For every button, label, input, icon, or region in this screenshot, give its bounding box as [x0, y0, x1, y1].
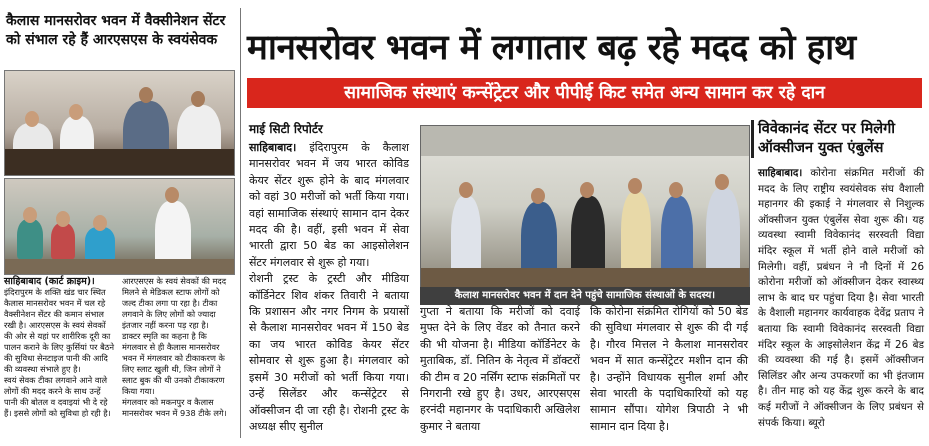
main-col1	[249, 140, 409, 435]
main-col1-text: इंदिरापुरम के कैलाश मानसरोवर भवन में जय भारत कोविड केयर सेंटर शुरू होने के बाद मंगलवार को वहां 30 मरीजों को भर्ती किया गया। वहां सामाजिक संस्थाएं सामान दान देकर मदद की है। वहीं, इसी भवन में सेवा भारती द्वारा 50 बेड का आइसोलेशन सेंटर मंगलवार से शुरू हो गया। रोशनी ट्रस्ट के ट्रस्टी और मीडिया कॉर्डिनेटर शिव शंकर तिवारी ने बताया कि प्रशासन और नगर निगम के प्रयासों से कैलाश मानसरोवर भवन में 150 बेड का जय भारत कोविड केयर सेंटर सोमवार से शुरू हुआ है। मंगलवार को इसमें 30 मरीजों को भर्ती किया गया। उन्हें सिलेंडर और कन्सेंट्रेटर से ऑक्सीजन दी जा रही है। रोशनी ट्रस्ट के अध्यक्ष सीए सुनील	[249, 141, 409, 433]
column-divider	[240, 8, 241, 438]
left-story	[0, 0, 238, 446]
left-col2-text: आरएसएस के स्वयं सेवकों की मदद मिलने से मेडिकल स्टाफ लोगों को जल्द टीका लगा पा रहा है। टीका लगवाने के लिए लोगों को ज्यादा इंतजार नहीं करना पड़ रहा है। डाक्टर स्मृति का कहना है कि मंगलवार से ही कैलास मानसरोवर भवन में मंगलवार को टीकाकरण के लिए स्लाट खुली थी, जिन लोगों ने स्लाट बुक की थी उनको टीकाकरण किया गया। मंगलवार को मकनपुर व कैलास मानसरोवर भवन में 938 टीके लगे।	[122, 276, 227, 418]
main-col3	[590, 304, 748, 435]
right-story-body	[758, 166, 924, 431]
photo-caption: कैलाश मानसरोवर भवन में दान देने पहुंचे सामाजिक संस्थाओं के सदस्य।	[420, 287, 750, 305]
main-headline: मानसरोवर भवन में लगातार बढ़ रहे मदद को हाथ	[247, 28, 856, 68]
right-headline: विवेकानंद सेंटर पर मिलेगी ऑक्सीजन युक्त एंबुलेंस	[758, 121, 896, 156]
main-col2	[420, 304, 580, 435]
right-story-text: कोरोना संक्रमित मरीजों की मदद के लिए राष्ट्रीय स्वयंसेवक संघ वैशाली महानगर की इकाई ने मंगलवार से निशुल्क ऑक्सीजन युक्त एंबुलेंस सेवा शुरू की। यह व्यवस्था स्वामी विवेकानंद सरस्वती विद्या मंदिर स्कूल में भर्ती होने वाले मरीजों को मिलेगी। वहीं, प्रबंधन ने नौ दिनों में 26 कोरोना मरीजों को ऑक्सीजन देकर स्वास्थ्य लाभ के बाद घर पहुंचा दिया है। सेवा भारती के वैशाली महानगर कार्यवाहक देवेंद्र प्रताप ने बताया कि स्वामी विवेकानंद सरस्वती विद्या मंदिर स्कूल के आइसोलेशन केंद्र में 26 बेड की व्यवस्था की गई है। इसमें ऑक्सीजन सिलिंडर और अन्य उपकरणों का भी इंतजाम है। तीन माह को यह केंद्र शुरू करने के बाद कई मरीजों ने ऑक्सीजन के लिए प्रबंधन से संपर्क किया। ब्यूरो	[758, 167, 924, 429]
main-col3-text: कि कोरोना संक्रमित रोगियों को 50 बेड की सुविधा मंगलवार से शुरू की दी गई है। गौरव मित्तल ने कैलाश मानसरोवर भवन में सात कन्सेंट्रेटर मशीन दान की है। उन्होंने विधायक सुनील शर्मा और सेवा भारती के पदाधिकारियों को यह सामान सौंपा। योगेश त्रिपाठी ने भी सामान दान दिया है।	[590, 305, 748, 433]
main-dateline: साहिबाबाद।	[249, 141, 297, 154]
donation-group-photo	[420, 125, 750, 288]
left-headline: कैलास मानसरोवर भवन में वैक्सीनेशन सेंटर को संभाल रहे हैं आरएसएस के स्वयंसेवक	[6, 13, 226, 48]
left-col1	[4, 276, 116, 419]
right-dateline: साहिबाबाद।	[758, 167, 803, 179]
main-subheadline: सामाजिक संस्थाएं कन्सेंट्रेटर और पीपीई किट समेत अन्य सामान कर रहे दान	[247, 78, 922, 108]
left-dateline: साहिबाबाद (कार्ट क्राइम)।	[4, 276, 95, 287]
right-story-marker	[751, 120, 754, 158]
left-col2	[122, 276, 234, 419]
vaccination-desk-photo	[4, 70, 235, 176]
main-col2-text: गुप्ता ने बताया कि मरीजों को दवाई मुफ्त देने के लिए वेंडर को तैनात करने की भी योजना है। मीडिया कॉर्डिनेटर के मुताबिक, डॉ. नितिन के नेतृत्व में डॉक्टरों की टीम व 20 नर्सिंग स्टाफ संक्रमितों पर निगरानी रखे हुए है। उधर, आरएसएस हरनंदी महानगर के पदाधिकारी अखिलेश कुमार ने बताया	[420, 305, 580, 433]
left-col1-text: इंदिरापुरम के शक्ति खंड चार स्थित कैलास मानसरोवर भवन में चल रहे वैक्सीनेशन सेंटर की कमान संभाल रखी है। आरएसएस के स्वयं सेवकों की ओर से यहां पर शारीरिक दूरी का पालन कराने के लिए कुर्सियां पर बैठने की सुविधा सेनटाइज पानी की आदि की व्यवस्था संभाले हुए है। स्वयं सेवक टीका लगवाने आने वाले लोगों की मदद करने के साथ उन्हें पानी की बोतल व दवाइयां भी दे रहे हैं। इससे लोगों को सुविधा हो रही है।	[4, 287, 115, 418]
vaccination-queue-photo	[4, 178, 235, 275]
reporter-byline: माई सिटी रिपोर्टर	[249, 122, 323, 136]
